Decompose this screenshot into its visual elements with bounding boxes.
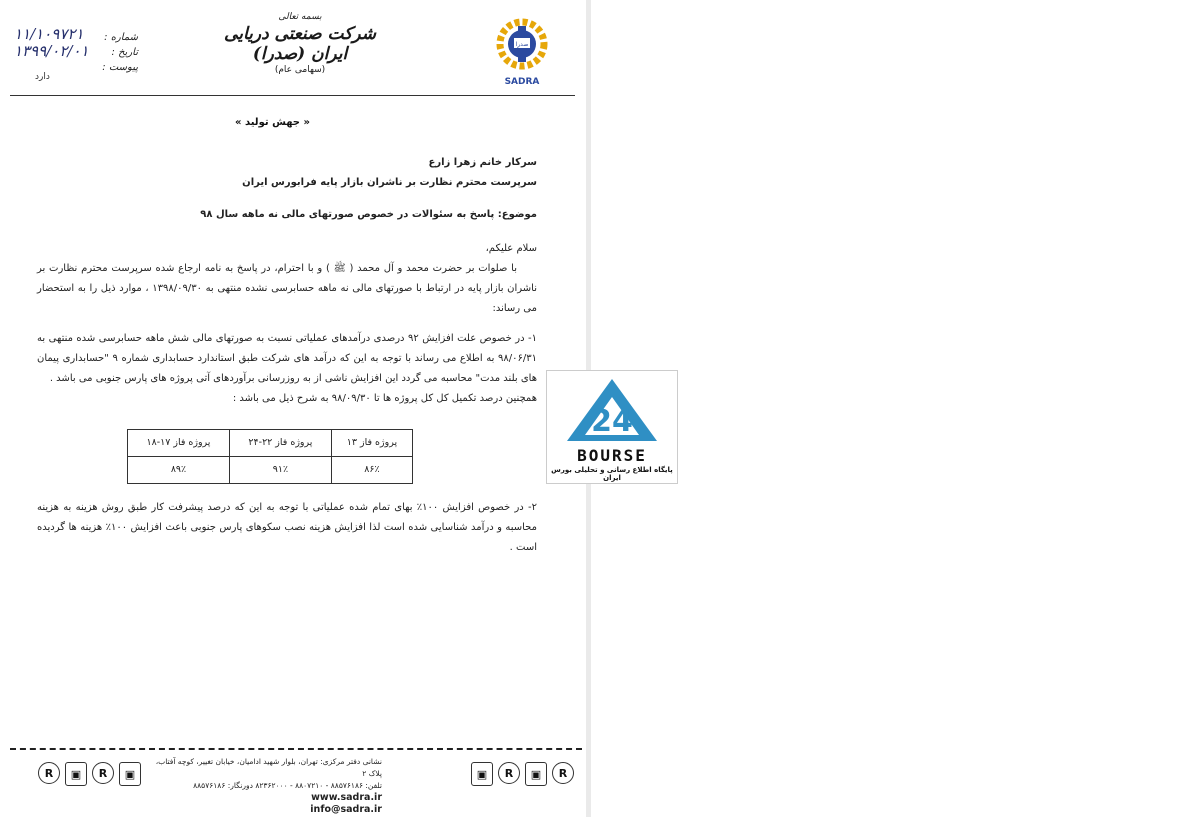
svg-text:24: 24 [591, 404, 633, 439]
recipient-line-1: سرکار خانم زهرا زارع [428, 157, 537, 168]
greeting: سلام علیکم، [485, 243, 537, 254]
footer-contact [142, 756, 382, 816]
sadra-logo [496, 14, 548, 90]
bismillah: بسمه تعالی [278, 12, 322, 22]
bourse-brand: BOURSE [577, 446, 647, 465]
bourse24-logo-icon [547, 371, 677, 447]
item-2: ۲- در خصوص افزایش ۱۰۰٪ بهای تمام شده عملیاتی با توجه به این که درصد پیشرفت کار طبق روش هزینه به هزینه محاسبه و درآمد شناسایی شده است لذا افزایش هزینه نصب سکوهای پارس جنوبی باعث افزایش ۱۰۰٪ هزینه ها گردیده است . [37, 502, 537, 553]
subject-line: موضوع: پاسخ به سئوالات در خصوص صورتهای مالی نه ماهه سال ۹۸ [200, 209, 537, 220]
cert-badges-left [38, 762, 141, 786]
footer-rule [10, 748, 582, 752]
table-row [128, 457, 413, 484]
cert-badge-icon: R [552, 762, 574, 784]
table-header-cell: پروژه فاز ۱۷-۱۸ [128, 430, 230, 457]
company-sub: (سهامی عام) [274, 65, 326, 75]
meta-date-label: تاریخ : [111, 47, 138, 58]
cert-badge-icon: ▣ [119, 762, 141, 786]
cert-badge-icon: ▣ [65, 762, 87, 786]
intro-paragraph: با صلوات بر حضرت محمد و آل محمد ( ﷺ ) و با احترام، در پاسخ به نامه ارجاع شده سرپرست محترم نظارت بر ناشران بازار پایه در ارتباط با صورتهای مالی نه ماهه حسابرسی نشده منتهی به ۱۳۹۸/۰۹/۳۰ ، موارد ذیل را به استحضار می رساند: [37, 263, 537, 314]
letter-body-1 [37, 153, 537, 558]
cert-badge-icon: R [38, 762, 60, 784]
table-header-cell: پروژه فاز ۲۲-۲۴ [229, 430, 331, 457]
letter-footer-1 [10, 748, 582, 817]
item-1: ۱- در خصوص علت افزایش ۹۲ درصدی درآمدهای عملیاتی نسبت به صورتهای مالی شش ماهه حسابرسی شده منتهی به ۹۸/۰۶/۳۱ به اطلاع می رساند با توجه به این که درآمد های شرکت طبق استاندارد حسابداری شماره ۹ "حسابداری پیمان های بلند مدت" محاسبه می گردد این افزایش ناشی از به روزرسانی برآوردهای آتی پروژه های پارس جنوبی می باشد . [37, 333, 537, 384]
table-header-row [128, 430, 413, 457]
footer-phone: تلفن: ۸۸۵۷۶۱۸۶ - ۸۸۰۷۲۱۰ - ۸۲۳۶۲۰۰۰ دورنگار: ۸۸۵۷۶۱۸۶ [193, 781, 382, 790]
cert-badge-icon: R [498, 762, 520, 784]
company-name: شرکت صنعتی دریایی ایران (صدرا) [224, 24, 376, 64]
svg-text:SADRA: SADRA [504, 77, 540, 87]
svg-text:صدرا: صدرا [515, 41, 529, 48]
letter-page-2 [592, 0, 1181, 817]
table-header-cell: پروژه فاز ۱۳ [331, 430, 412, 457]
letter-page-1 [0, 0, 585, 817]
project-progress-table [127, 429, 413, 484]
meta-number-label: شماره : [104, 32, 138, 43]
recipient-line-2: سرپرست محترم نظارت بر ناشران بازار پایه فرابورس ایران [242, 177, 537, 188]
letterhead-title [205, 12, 395, 75]
cert-badges-right [471, 762, 574, 786]
footer-website: www.sadra.ir [311, 792, 382, 803]
handwritten-date: ۱۳۹۹/۰۲/۰۱ [14, 42, 89, 60]
attachment-value: دارد [35, 72, 50, 82]
cert-badge-icon: ▣ [525, 762, 547, 786]
header-rule [10, 95, 575, 96]
bourse-tagline: پایگاه اطلاع رسانی و تحلیلی بورس ایران [551, 466, 673, 482]
table-cell: ۹۱٪ [229, 457, 331, 484]
footer-email: info@sadra.ir [310, 804, 382, 815]
table-cell: ۸۶٪ [331, 457, 412, 484]
slogan-tag: « جهش تولید » [235, 117, 310, 128]
item-1-continued: همچنین درصد تکمیل کل کل پروژه ها تا ۹۸/۰۹/۳۰ به شرح ذیل می باشد : [232, 393, 537, 404]
letter-meta [88, 30, 138, 75]
handwritten-number: ۱۱/۱۰۹۷۲۱ [14, 25, 84, 43]
meta-attach-label: پیوست : [102, 62, 138, 73]
cert-badge-icon: ▣ [471, 762, 493, 786]
cert-badge-icon: R [92, 762, 114, 784]
table-cell: ۸۹٪ [128, 457, 230, 484]
footer-address: نشانی دفتر مرکزی: تهران، بلوار شهید ادامیان، خیابان تغییر، کوچه آفتاب، پلاک ۲ [155, 757, 382, 778]
